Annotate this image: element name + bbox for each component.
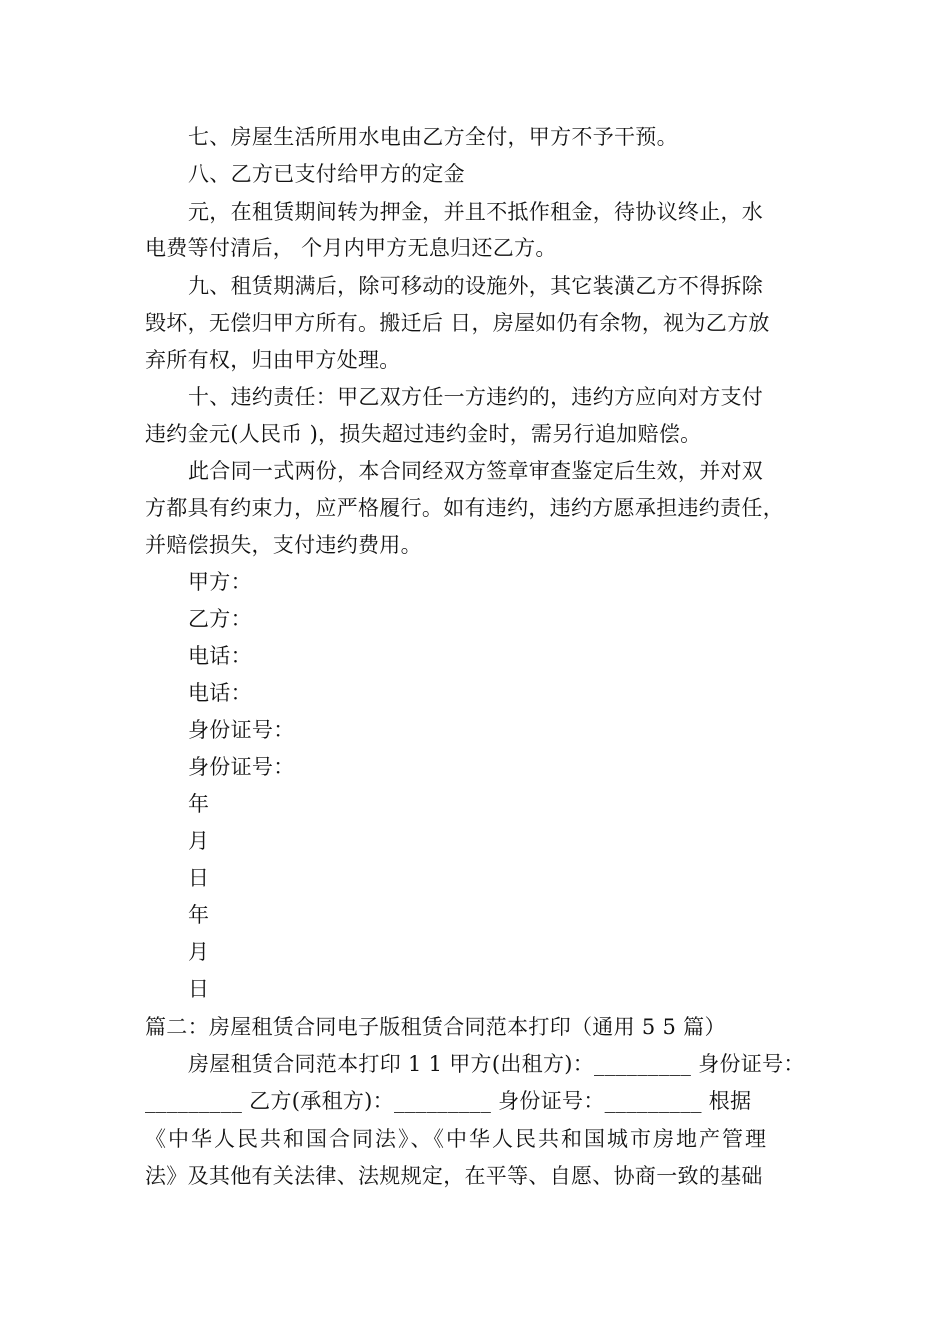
section-two-heading: 篇二：房屋租赁合同电子版租赁合同范本打印（通用 5 5 篇） xyxy=(145,1015,726,1039)
clause-eight-deposit-line-2: 电费等付清后， 个月内甲方无息归还乙方。 xyxy=(145,236,557,260)
template-intro-line-4: 法》及其他有关法律、法规规定，在平等、自愿、协商一致的基础 xyxy=(145,1164,763,1188)
clause-eight-deposit-line-1: 元，在租赁期间转为押金，并且不抵作租金，待协议终止，水 xyxy=(188,200,764,224)
clause-nine-line-3: 弃所有权，归由甲方处理。 xyxy=(145,348,401,372)
date-year-b: 年 xyxy=(188,903,210,927)
contract-copies-line-3: 并赔偿损失，支付违约费用。 xyxy=(145,533,422,557)
phone-label-a: 电话： xyxy=(188,644,252,668)
party-a-label: 甲方： xyxy=(188,570,252,594)
date-year-a: 年 xyxy=(188,792,210,816)
date-day-a: 日 xyxy=(188,866,210,890)
template-intro-line-1: 房屋租赁合同范本打印 1 1 甲方(出租方)：_________ 身份证号： xyxy=(188,1052,805,1076)
party-b-label: 乙方： xyxy=(188,607,252,631)
clause-ten-line-2: 违约金元(人民币 )，损失超过违约金时，需另行追加赔偿。 xyxy=(145,422,702,446)
clause-ten-line-1: 十、违约责任：甲乙双方任一方违约的，违约方应向对方支付 xyxy=(188,385,764,409)
template-intro-line-3: 《中华人民共和国合同法》、《中华人民共和国城市房地产管理 xyxy=(145,1127,768,1151)
date-month-a: 月 xyxy=(188,829,210,853)
id-number-label-a: 身份证号： xyxy=(188,718,295,742)
clause-nine-line-1: 九、租赁期满后，除可移动的设施外，其它装潢乙方不得拆除 xyxy=(188,274,764,298)
contract-copies-line-2: 方都具有约束力，应严格履行。如有违约，违约方愿承担违约责任， xyxy=(145,496,784,520)
date-month-b: 月 xyxy=(188,940,210,964)
contract-copies-line-1: 此合同一式两份，本合同经双方签章审查鉴定后生效，并对双 xyxy=(188,459,764,483)
clause-seven: 七、房屋生活所用水电由乙方全付，甲方不予干预。 xyxy=(188,125,678,149)
clause-nine-line-2: 毁坏，无偿归甲方所有。搬迁后 日，房屋如仍有余物，视为乙方放 xyxy=(145,311,770,335)
date-day-b: 日 xyxy=(188,977,210,1001)
clause-eight: 八、乙方已支付给甲方的定金 xyxy=(188,162,465,186)
phone-label-b: 电话： xyxy=(188,681,252,705)
template-intro-line-2: _________ 乙方(承租方)：_________ 身份证号：_________ 根据 xyxy=(145,1089,752,1113)
id-number-label-b: 身份证号： xyxy=(188,755,295,779)
